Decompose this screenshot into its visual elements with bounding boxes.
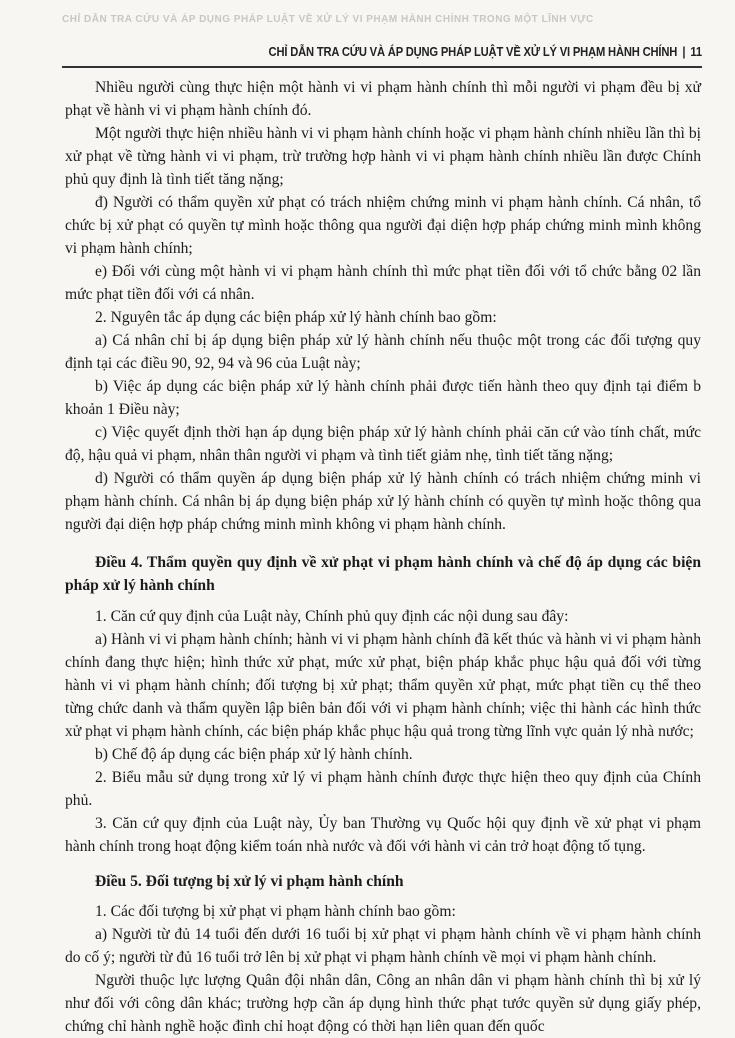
article-4-heading: Điều 4. Thẩm quyền quy định về xử phạt vi phạm hành chính và chế độ áp dụng các biện pháp xử lý hành chính [65, 554, 701, 594]
paragraph: a) Hành vi vi phạm hành chính; hành vi vi phạm hành chính đã kết thúc và hành vi vi phạm hành chính đang thực hiện; hình thức xử phạt, mức xử phạt, biện pháp khắc phục hậu quả đối với từng hành vi vi phạm hành chính; đối tượng bị xử phạt; thẩm quyền xử phạt, mức phạt tiền cụ thể theo từng chức danh và thẩm quyền lập biên bản đối với vi phạm hành chính; việc thi hành các hình thức xử phạt vi phạm hành chính, các biện pháp khắc phục hậu quả trong từng lĩnh vực quản lý nhà nước; [65, 631, 701, 740]
header-title: CHỈ DẪN TRA CỨU VÀ ÁP DỤNG PHÁP LUẬT VỀ XỬ LÝ VI PHẠM HÀNH CHÍNH [268, 44, 678, 59]
paragraph: Một người thực hiện nhiều hành vi vi phạm hành chính hoặc vi phạm hành chính nhiều lần thì bị xử phạt về từng hành vi vi phạm, trừ trường hợp hành vi vi phạm hành chính nhiều lần được Chính phủ quy định là tình tiết tăng nặng; [65, 125, 701, 188]
paragraph: đ) Người có thẩm quyền xử phạt có trách nhiệm chứng minh vi phạm hành chính. Cá nhân, tổ chức bị xử phạt có quyền tự mình hoặc thông qua người đại diện hợp pháp chứng minh mình không vi phạm hành chính; [65, 194, 701, 257]
running-header [62, 40, 702, 68]
header-separator: | [682, 44, 686, 59]
bleed-through-text: CHỈ DẪN TRA CỨU VÀ ÁP DỤNG PHÁP LUẬT VỀ XỬ LÝ VI PHẠM HÀNH CHÍNH TRONG MỘT LĨNH VỰC [62, 14, 594, 25]
page-number: 11 [690, 44, 702, 59]
paragraph: Nhiều người cùng thực hiện một hành vi vi phạm hành chính thì mỗi người vi phạm đều bị xử phạt về hành vi vi phạm hành chính đó. [65, 79, 701, 119]
article-5-heading: Điều 5. Đối tượng bị xử lý vi phạm hành chính [95, 873, 404, 890]
paragraph: d) Người có thẩm quyền áp dụng biện pháp xử lý hành chính có trách nhiệm chứng minh vi phạm hành chính. Cá nhân bị áp dụng biện pháp xử lý hành chính có quyền tự mình hoặc thông qua người đại diện hợp pháp chứng minh mình không vi phạm hành chính. [65, 470, 701, 533]
paragraph: c) Việc quyết định thời hạn áp dụng biện pháp xử lý hành chính phải căn cứ vào tính chất, mức độ, hậu quả vi phạm, nhân thân người vi phạm và tình tiết giảm nhẹ, tình tiết tăng nặng; [65, 424, 701, 464]
paragraph: a) Cá nhân chỉ bị áp dụng biện pháp xử lý hành chính nếu thuộc một trong các đối tượng quy định tại các điều 90, 92, 94 và 96 của Luật này; [65, 332, 701, 372]
paragraph: 2. Nguyên tắc áp dụng các biện pháp xử lý hành chính bao gồm: [95, 309, 497, 326]
paragraph: 2. Biểu mẫu sử dụng trong xử lý vi phạm hành chính được thực hiện theo quy định của Chính phủ. [65, 769, 701, 809]
paragraph: 3. Căn cứ quy định của Luật này, Ủy ban Thường vụ Quốc hội quy định về xử phạt vi phạm hành chính trong hoạt động kiểm toán nhà nước và đối với hành vi cản trở hoạt động tố tụng. [65, 815, 701, 855]
header-title-wrap [269, 44, 702, 59]
paragraph: 1. Các đối tượng bị xử phạt vi phạm hành chính bao gồm: [95, 903, 456, 920]
page-body [65, 76, 701, 1038]
paragraph: 1. Căn cứ quy định của Luật này, Chính phủ quy định các nội dung sau đây: [95, 608, 569, 625]
paragraph: a) Người từ đủ 14 tuổi đến dưới 16 tuổi bị xử phạt vi phạm hành chính về vi phạm hành chính do cố ý; người từ đủ 16 tuổi trở lên bị xử phạt vi phạm hành chính về mọi vi phạm hành chính. [65, 926, 701, 966]
paragraph: b) Việc áp dụng các biện pháp xử lý hành chính phải được tiến hành theo quy định tại điểm b khoản 1 Điều này; [65, 378, 701, 418]
paragraph: b) Chế độ áp dụng các biện pháp xử lý hành chính. [95, 746, 413, 763]
paragraph: Người thuộc lực lượng Quân đội nhân dân, Công an nhân dân vi phạm hành chính thì bị xử lý như đối với công dân khác; trường hợp cần áp dụng hình thức phạt tước quyền sử dụng giấy phép, chứng chỉ hành nghề hoặc đình chỉ hoạt động có thời hạn liên quan đến quốc [65, 972, 701, 1035]
paragraph: e) Đối với cùng một hành vi vi phạm hành chính thì mức phạt tiền đối với tổ chức bằng 02 lần mức phạt tiền đối với cá nhân. [65, 263, 701, 303]
